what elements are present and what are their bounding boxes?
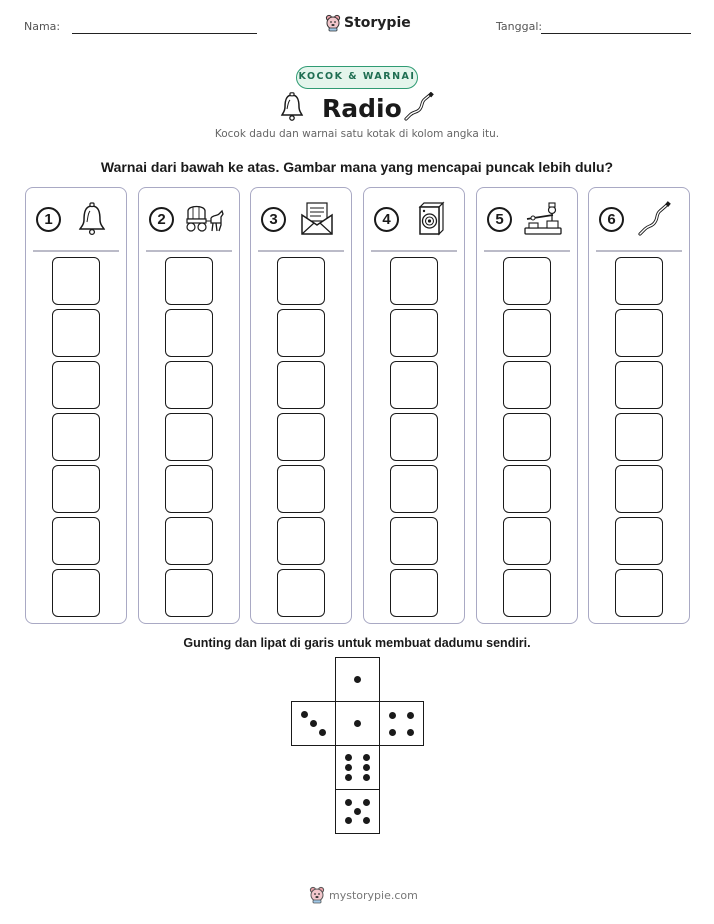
color-box[interactable]: [277, 413, 325, 461]
column-number: 6: [599, 207, 624, 232]
color-box[interactable]: [615, 517, 663, 565]
die-pip: [363, 817, 370, 824]
column-6: [588, 187, 690, 624]
color-box[interactable]: [390, 569, 438, 617]
column-1: [25, 187, 127, 624]
color-box[interactable]: [615, 413, 663, 461]
column-5: [476, 187, 578, 624]
footer-url: mystorypie.com: [329, 888, 418, 902]
die-pip: [354, 676, 361, 683]
color-box[interactable]: [390, 465, 438, 513]
die-pip: [354, 808, 361, 815]
die-face-back: [335, 789, 380, 834]
color-box[interactable]: [165, 361, 213, 409]
die-pip: [363, 764, 370, 771]
die-pip: [363, 799, 370, 806]
color-box[interactable]: [52, 569, 100, 617]
storypie-bear-icon: [309, 886, 325, 904]
color-box[interactable]: [52, 517, 100, 565]
color-box[interactable]: [390, 413, 438, 461]
footer: [309, 886, 418, 904]
color-box[interactable]: [277, 517, 325, 565]
color-box[interactable]: [503, 517, 551, 565]
header: [0, 14, 714, 38]
die-pip: [363, 754, 370, 761]
antenna-wire-icon: [402, 92, 436, 122]
date-line: [541, 33, 691, 34]
brand-name: Storypie: [344, 15, 411, 31]
title-row: [0, 90, 714, 126]
column-divider: [596, 250, 682, 252]
color-box[interactable]: [277, 569, 325, 617]
column-3: [250, 187, 352, 624]
storypie-bear-icon: [325, 14, 341, 32]
die-pip: [407, 729, 414, 736]
color-box[interactable]: [165, 569, 213, 617]
die-pip: [301, 711, 308, 718]
color-box[interactable]: [52, 309, 100, 357]
bell-icon: [72, 201, 112, 237]
color-box[interactable]: [503, 569, 551, 617]
column-2: [138, 187, 240, 624]
column-number: 2: [149, 207, 174, 232]
column-number: 3: [261, 207, 286, 232]
color-box[interactable]: [52, 257, 100, 305]
color-box[interactable]: [503, 413, 551, 461]
horse-wagon-icon: [185, 201, 225, 237]
column-number: 4: [374, 207, 399, 232]
column-divider: [33, 250, 119, 252]
die-pip: [354, 720, 361, 727]
color-box[interactable]: [390, 309, 438, 357]
color-box[interactable]: [277, 361, 325, 409]
color-box[interactable]: [52, 465, 100, 513]
column-4: [363, 187, 465, 624]
color-box[interactable]: [503, 465, 551, 513]
die-pip: [389, 712, 396, 719]
date-label: Tanggal:: [496, 20, 543, 33]
column-number: 5: [487, 207, 512, 232]
column-divider: [258, 250, 344, 252]
color-box[interactable]: [165, 465, 213, 513]
color-box[interactable]: [52, 413, 100, 461]
category-pill: KOCOK & WARNAI: [296, 66, 418, 89]
bell-icon: [280, 92, 304, 122]
color-box[interactable]: [615, 361, 663, 409]
color-box[interactable]: [52, 361, 100, 409]
die-pip: [319, 729, 326, 736]
speaker-icon: [410, 201, 450, 237]
color-box[interactable]: [165, 309, 213, 357]
dice-instruction: Gunting dan lipat di garis untuk membuat dadumu sendiri.: [183, 636, 531, 650]
die-face-bottom: [335, 745, 380, 790]
column-number: 1: [36, 207, 61, 232]
color-box[interactable]: [503, 257, 551, 305]
die-pip: [407, 712, 414, 719]
name-label: Nama:: [24, 20, 61, 33]
column-divider: [371, 250, 457, 252]
instruction: Warnai dari bawah ke atas. Gambar mana yang mencapai puncak lebih dulu?: [100, 159, 614, 175]
die-pip: [389, 729, 396, 736]
color-box[interactable]: [165, 413, 213, 461]
page-title: Radio: [322, 94, 402, 123]
antenna-wire-icon: [635, 201, 675, 237]
color-box[interactable]: [615, 309, 663, 357]
color-box[interactable]: [615, 569, 663, 617]
column-divider: [484, 250, 570, 252]
column-divider: [146, 250, 232, 252]
die-pip: [363, 774, 370, 781]
envelope-icon: [297, 201, 337, 237]
die-pip: [345, 799, 352, 806]
color-box[interactable]: [390, 257, 438, 305]
color-box[interactable]: [277, 465, 325, 513]
color-box[interactable]: [390, 361, 438, 409]
color-box[interactable]: [615, 465, 663, 513]
die-face-center: [335, 701, 380, 746]
color-box[interactable]: [165, 257, 213, 305]
die-pip: [345, 764, 352, 771]
die-pip: [345, 754, 352, 761]
color-box[interactable]: [277, 309, 325, 357]
color-box[interactable]: [503, 361, 551, 409]
subtitle: Kocok dadu dan warnai satu kotak di kolom angka itu.: [214, 128, 500, 140]
brand-logo: [325, 14, 411, 32]
color-box[interactable]: [390, 517, 438, 565]
name-line: [72, 33, 257, 34]
die-face-left: [291, 701, 336, 746]
die-face-right: [379, 701, 424, 746]
telegraph-key-icon: [523, 201, 563, 237]
die-face-top: [335, 657, 380, 702]
color-box[interactable]: [165, 517, 213, 565]
color-box[interactable]: [503, 309, 551, 357]
die-pip: [310, 720, 317, 727]
die-pip: [345, 817, 352, 824]
color-box[interactable]: [615, 257, 663, 305]
die-pip: [345, 774, 352, 781]
color-box[interactable]: [277, 257, 325, 305]
